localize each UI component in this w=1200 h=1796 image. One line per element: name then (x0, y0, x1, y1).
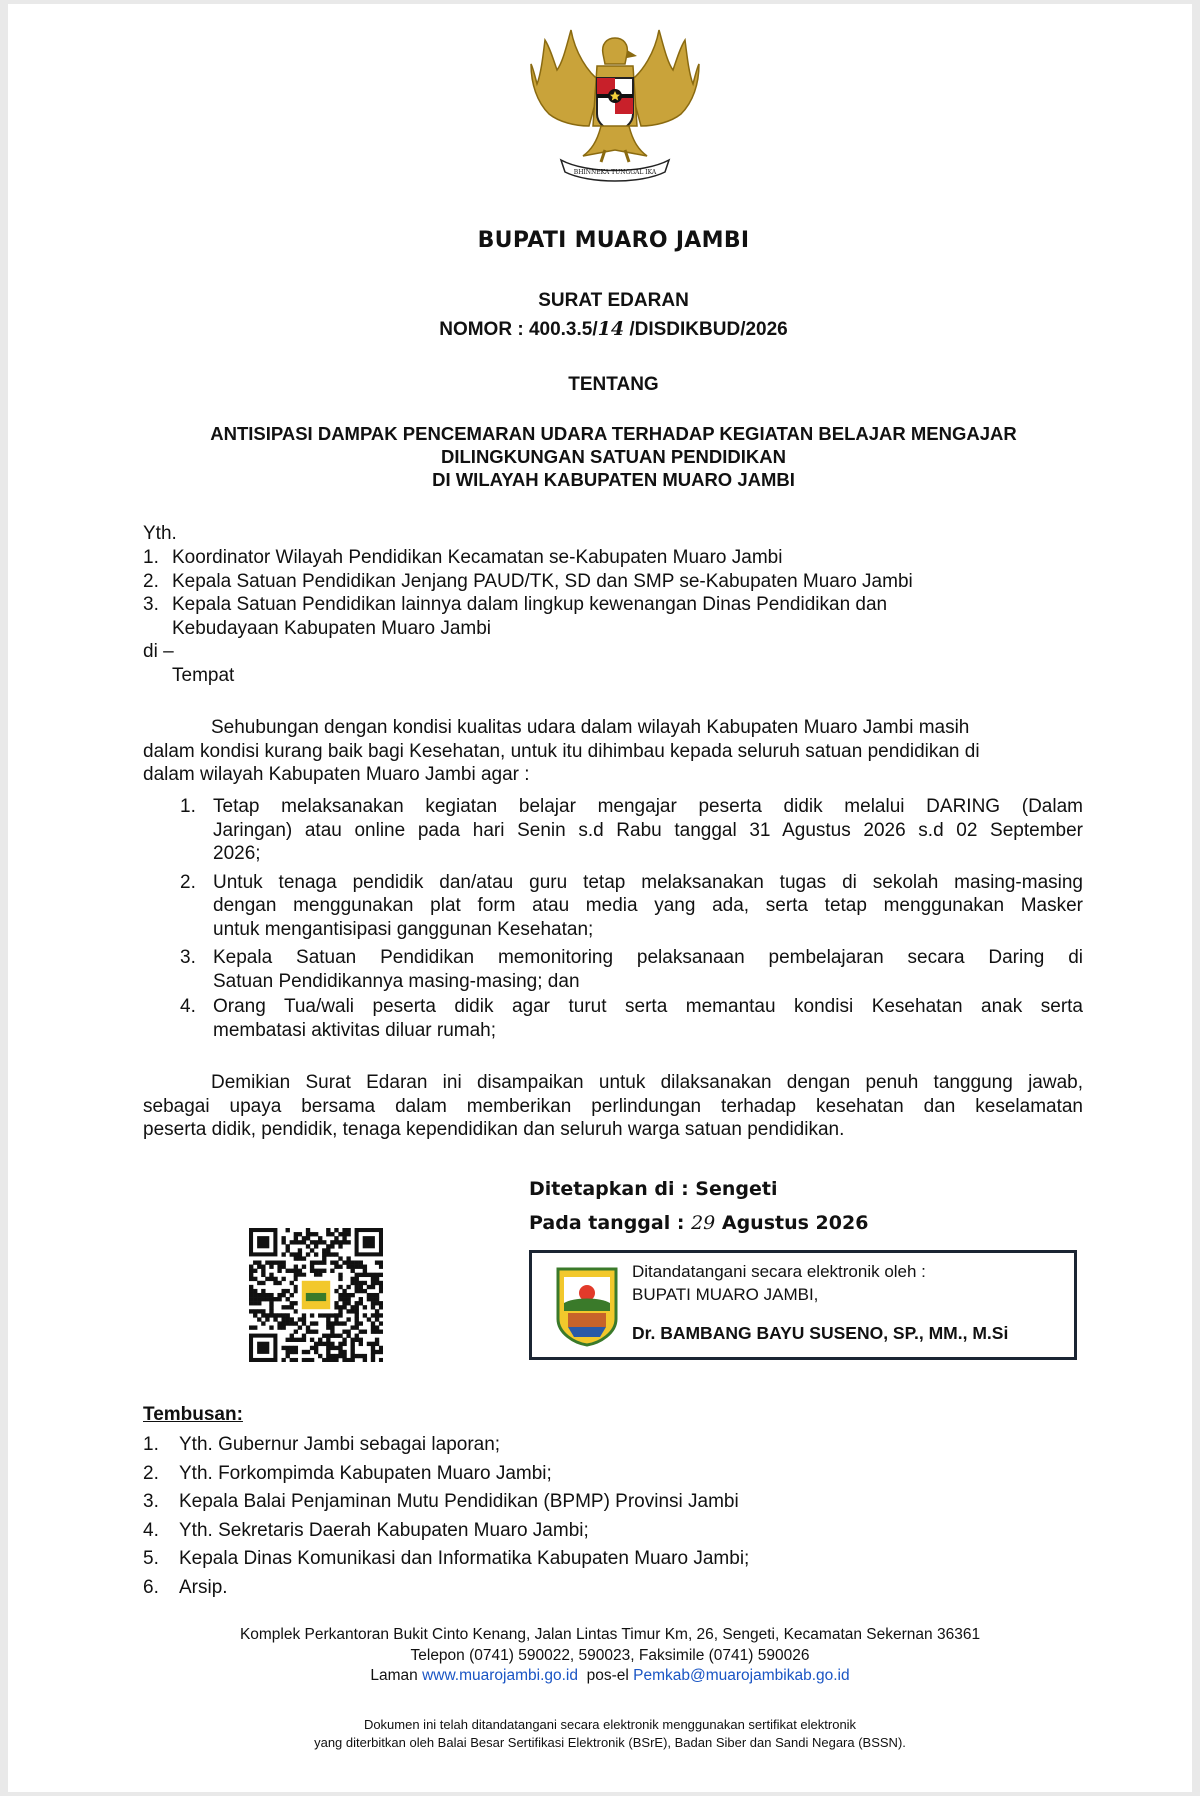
list-item: 3. Kepala Balai Penjaminan Mutu Pendidikan (BPMP) Provinsi Jambi (143, 1491, 739, 1512)
emblem-motto: BHINNEKA TUNGGAL IKA (573, 169, 657, 176)
footer-phone: Telepon (0741) 590022, 590023, Faksimile (0741) 590026 (410, 1646, 810, 1664)
footer-address: Komplek Perkantoran Bukit Cinto Kenang, Jalan Lintas Timur Km, 26, Sengeti, Kecamatan Sekernan 36361 (239, 1626, 981, 1643)
handwritten-date: 29 (691, 1212, 716, 1234)
office-title: BUPATI MUARO JAMBI (477, 228, 750, 253)
signed-by-label: Ditandatangani secara elektronik oleh : (632, 1262, 926, 1281)
date-of-issue: Pada tanggal : 29 Agustus 2026 (529, 1212, 869, 1234)
intro-paragraph: Sehubungan dengan kondisi kualitas udara dalam wilayah Kabupaten Muaro Jambi masih dalam kondisi kurang baik bagi Kesehatan, untuk itu dihimbau kepada seluruh satuan pendidikan di dalam wilayah Kabupaten Muaro Jambi agar : (143, 717, 980, 785)
signer-name: Dr. BAMBANG BAYU SUSENO, SP., MM., M.Si (632, 1323, 1009, 1343)
list-item: 6. Arsip. (143, 1576, 228, 1598)
addressee-block (143, 522, 1043, 546)
list-item: 4. Yth. Sekretaris Daerah Kabupaten Muaro Jambi; (143, 1519, 589, 1541)
document-number: NOMOR : 400.3.5/14 /DISDIKBUD/2026 (439, 318, 788, 340)
instruction-list (180, 795, 1083, 1042)
muaro-jambi-logo-icon (554, 1263, 620, 1347)
list-item: 4. Orang Tua/wali peserta didik agar turut serta memantau kondisi Kesehatan anak serta membatasi aktivitas diluar rumah; (180, 996, 1083, 1041)
addressee-list (143, 546, 1063, 687)
electronic-signature-box (529, 1250, 1077, 1360)
qr-code (249, 1228, 383, 1362)
subject-line: DILINGKUNGAN SATUAN PENDIDIKAN (441, 446, 786, 467)
bsre-note: Dokumen ini telah ditandatangani secara elektronik menggunakan sertifikat elektronik yang diterbitkan oleh Balai Besar Sertifikasi Elektronik (BSrE), Badan Siber dan Sandi Negara (BSSN). (314, 1717, 906, 1750)
list-item: 3. Kepala Satuan Pendidikan lainnya dalam lingkup kewenangan Dinas Pendidikan dan Kebudayaan Kabupaten Muaro Jambi (143, 594, 888, 639)
list-item: 5. Kepala Dinas Komunikasi dan Informatika Kabupaten Muaro Jambi; (143, 1548, 750, 1569)
subject-line: DI WILAYAH KABUPATEN MUARO JAMBI (432, 469, 795, 490)
list-item: 1. Tetap melaksanakan kegiatan belajar mengajar peserta didik melalui DARING (Dalam Jaringan) atau online pada hari Senin s.d Rabu tanggal 31 Agustus 2026 s.d 02 September 2026; (180, 796, 1083, 864)
list-item: 2. Untuk tenaga pendidik dan/atau guru tetap melaksanakan tugas di sekolah masing-masing dengan menggunakan plat form atau media yang ada, serta tetap menggunakan Masker untuk mengantisipasi ganggunan Kesehatan; (180, 871, 1083, 940)
di-label: di – (143, 641, 174, 662)
handwritten-number: 14 (597, 318, 625, 340)
subject-line: ANTISIPASI DAMPAK PENCEMARAN UDARA TERHADAP KEGIATAN BELAJAR MENGAJAR (210, 423, 1017, 444)
signer-position: BUPATI MUARO JAMBI, (632, 1285, 819, 1304)
list-item: 3. Kepala Satuan Pendidikan memonitoring pelaksanaan pembelajaran secara Daring di Satuan Pendidikannya masing-masing; dan (180, 947, 1083, 992)
cc-title: Tembusan: (143, 1404, 243, 1425)
yth-label: Yth. (143, 523, 177, 544)
footer-web-line: Laman www.muarojambi.go.id pos-el Pemkab@muarojambikab.go.id (370, 1667, 850, 1684)
list-item: 1. Koordinator Wilayah Pendidikan Kecamatan se-Kabupaten Muaro Jambi (143, 547, 783, 568)
document-type: SURAT EDARAN (538, 290, 689, 311)
about-heading: TENTANG (568, 374, 659, 395)
list-item: 2. Kepala Satuan Pendidikan Jenjang PAUD/TK, SD dan SMP se-Kabupaten Muaro Jambi (143, 570, 913, 592)
garuda-pancasila-emblem (527, 22, 703, 198)
list-item: 2. Yth. Forkompimda Kabupaten Muaro Jambi; (143, 1462, 552, 1484)
subject (0, 422, 1200, 491)
place-of-issue: Ditetapkan di : Sengeti (529, 1178, 778, 1200)
tempat-label: Tempat (172, 664, 235, 686)
closing-paragraph: Demikian Surat Edaran ini disampaikan untuk dilaksanakan dengan penuh tanggung jawab, sebagai upaya bersama dalam memberikan perlindungan terhadap kesehatan dan keselamatan peserta didik, pendidik, tenaga kependidikan dan seluruh warga satuan pendidikan. (143, 1072, 1083, 1140)
website-link[interactable]: www.muarojambi.go.id (422, 1667, 578, 1684)
cc-list (143, 1431, 1043, 1602)
list-item: 1. Yth. Gubernur Jambi sebagai laporan; (143, 1434, 501, 1455)
email-link[interactable]: Pemkab@muarojambikab.go.id (633, 1667, 850, 1684)
footer-address-block (0, 1625, 1200, 1687)
